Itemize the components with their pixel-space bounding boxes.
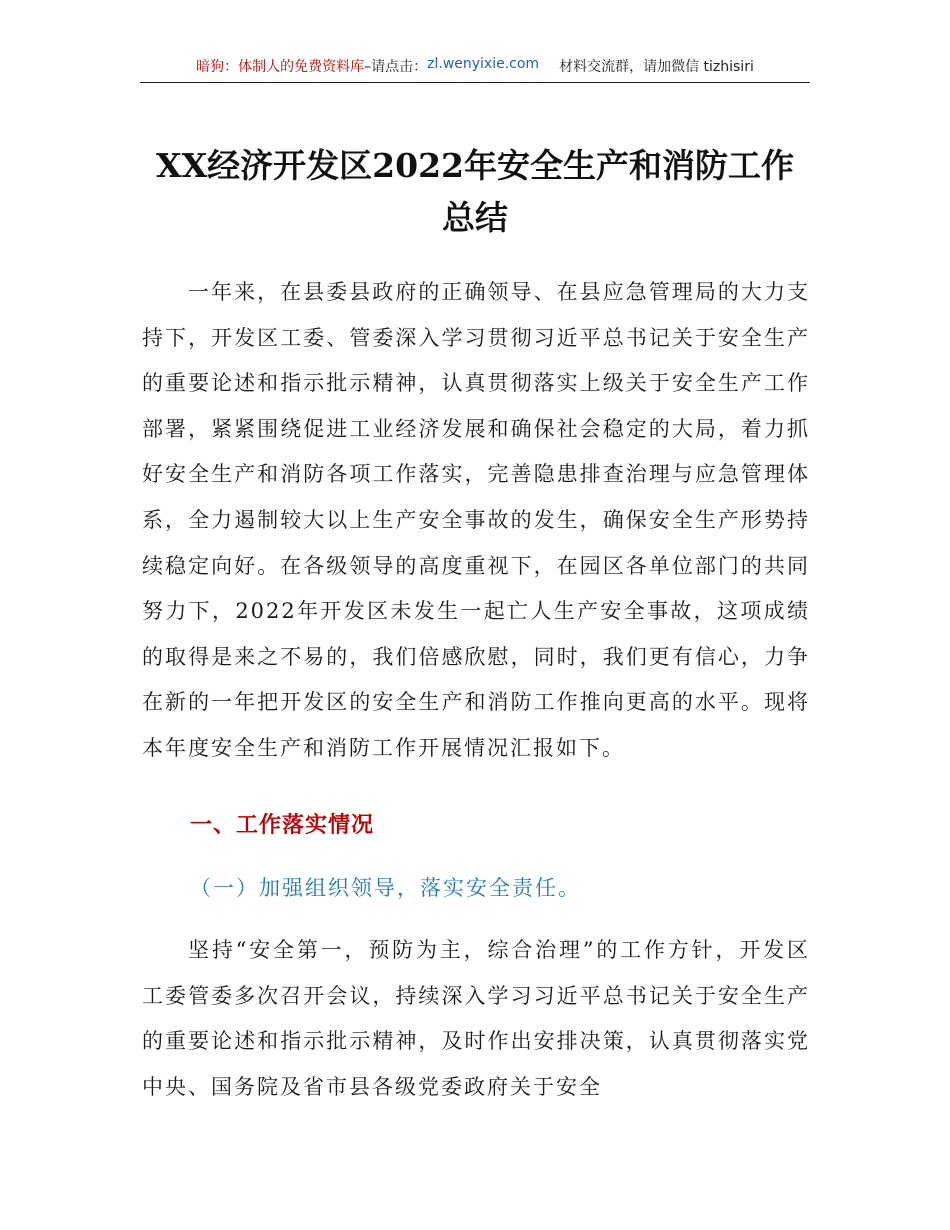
header-click-prompt: –请点击： (364, 59, 428, 75)
subsection-heading: （一）加强组织领导，落实安全责任。 (190, 876, 581, 900)
section-heading: 一、工作落实情况 (190, 813, 375, 838)
subsection-paragraph: 坚持“安全第一，预防为主，综合治理”的工作方针，开发区工委管委多次召开会议，持续深入学习习近平总书记关于安全生产的重要论述和指示批示精神，及时作出安排决策，认真贯彻落实党中央、国务院及省市县各级党委政府关于安全 (142, 938, 810, 1099)
header-site-name: 暗狗：体制人的免费资料库 (196, 59, 365, 75)
document-title: XX经济开发区2022年安全生产和消防工作总结 (155, 146, 795, 237)
header-group-info: 材料交流群，请加微信 tizhisiri (559, 59, 754, 75)
header-url-link[interactable]: zl.wenyixie.com (427, 56, 540, 72)
page-header (140, 56, 810, 83)
intro-paragraph: 一年来，在县委县政府的正确领导、在县应急管理局的大力支持下，开发区工委、管委深入学习贯彻习近平总书记关于安全生产的重要论述和指示批示精神，认真贯彻落实上级关于安全生产工作部署，紧紧围绕促进工业经济发展和确保社会稳定的大局，着力抓好安全生产和消防各项工作落实，完善隐患排查治理与应急管理体系，全力遏制较大以上生产安全事故的发生，确保安全生产形势持续稳定向好。在各级领导的高度重视下，在园区各单位部门的共同努力下，2022年开发区未发生一起亡人生产安全事故，这项成绩的取得是来之不易的，我们倍感欣慰，同时，我们更有信心，力争在新的一年把开发区的安全生产和消防工作推向更高的水平。现将本年度安全生产和消防工作开展情况汇报如下。 (142, 280, 810, 760)
